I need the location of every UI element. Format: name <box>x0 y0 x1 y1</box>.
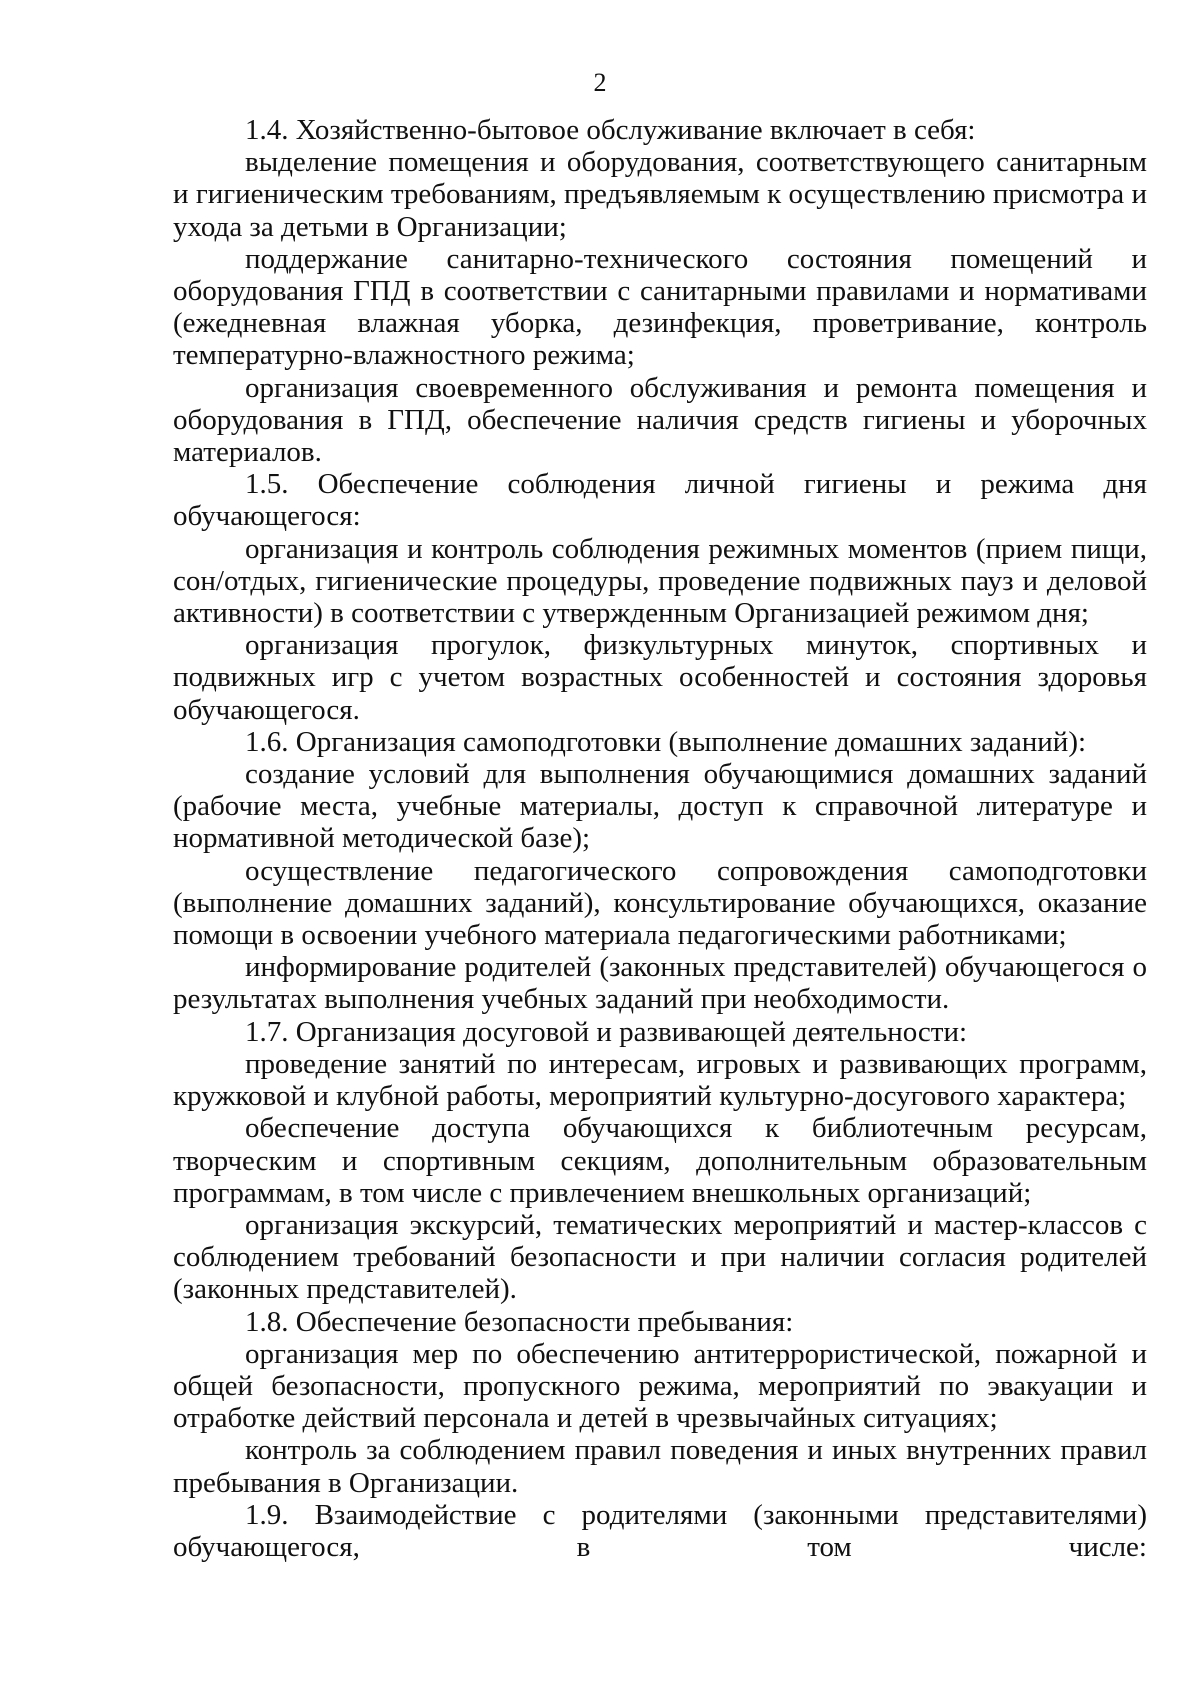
paragraph-walks-games: организация прогулок, физкультурных минуток, спортивных и подвижных игр с учетом возрастных особенностей и состояния здоровья обучающегося. <box>173 629 1147 726</box>
paragraph-homework-conditions: создание условий для выполнения обучающимися домашних заданий (рабочие места, учебные материалы, доступ к справочной литературе и нормативной методической базе); <box>173 758 1147 855</box>
document-body <box>173 114 1147 1563</box>
paragraph-pedagogical-support: осуществление педагогического сопровождения самоподготовки (выполнение домашних заданий), консультирование обучающихся, оказание помощи в освоении учебного материала педагогическими работниками; <box>173 854 1147 952</box>
paragraph-regime-control: организация и контроль соблюдения режимных моментов (прием пищи, сон/отдых, гигиенические процедуры, проведение подвижных пауз и деловой активности) в соответствии с утвержденным Организацией режимом дня; <box>173 532 1147 630</box>
section-1-7-heading: 1.7. Организация досуговой и развивающей деятельности: <box>245 1015 968 1048</box>
section-1-8-heading: 1.8. Обеспечение безопасности пребывания: <box>245 1305 794 1338</box>
section-1-6-heading: 1.6. Организация самоподготовки (выполнение домашних заданий): <box>245 725 1087 758</box>
section-1-9-heading: 1.9. Взаимодействие с родителями (законными представителями) обучающегося, в том числе: <box>173 1498 1147 1563</box>
section-1-5-heading: 1.5. Обеспечение соблюдения личной гигиены и режима дня обучающегося: <box>173 468 1147 533</box>
section-1-4-heading: 1.4. Хозяйственно-бытовое обслуживание включает в себя: <box>245 114 976 146</box>
paragraph-excursions: организация экскурсий, тематических мероприятий и мастер-классов с соблюдением требований безопасности и при наличии согласия родителей (законных представителей). <box>173 1208 1147 1306</box>
paragraph-rules-control: контроль за соблюдением правил поведения и иных внутренних правил пребывания в Организации. <box>173 1434 1147 1499</box>
paragraph-library-access: обеспечение доступа обучающихся к библиотечным ресурсам, творческим и спортивным секциям, дополнительным образовательным программам, в том числе с привлечением внешкольных организаций; <box>173 1112 1147 1209</box>
page-number: 2 <box>593 68 607 97</box>
paragraph-parent-informing: информирование родителей (законных представителей) обучающегося о результатах выполнения учебных заданий при необходимости. <box>173 951 1147 1016</box>
paragraph-premises-allocation: выделение помещения и оборудования, соответствующего санитарным и гигиеническим требованиям, предъявляемым к осуществлению присмотра и ухода за детьми в Организации; <box>173 146 1147 243</box>
paragraph-sanitary-maintenance: поддержание санитарно-технического состояния помещений и оборудования ГПД в соответствии с санитарными правилами и нормативами (ежедневная влажная уборка, дезинфекция, проветривание, контроль температурно-влажностного режима; <box>173 242 1147 372</box>
paragraph-interest-classes: проведение занятий по интересам, игровых и развивающих программ, кружковой и клубной работы, мероприятий культурно-досугового характера; <box>173 1047 1147 1113</box>
paragraph-safety-measures: организация мер по обеспечению антитеррористической, пожарной и общей безопасности, пропускного режима, мероприятий по эвакуации и отработке действий персонала и детей в чрезвычайных ситуациях; <box>173 1337 1147 1435</box>
paragraph-timely-repair: организация своевременного обслуживания и ремонта помещения и оборудования в ГПД, обеспечение наличия средств гигиены и уборочных материалов. <box>173 371 1147 469</box>
